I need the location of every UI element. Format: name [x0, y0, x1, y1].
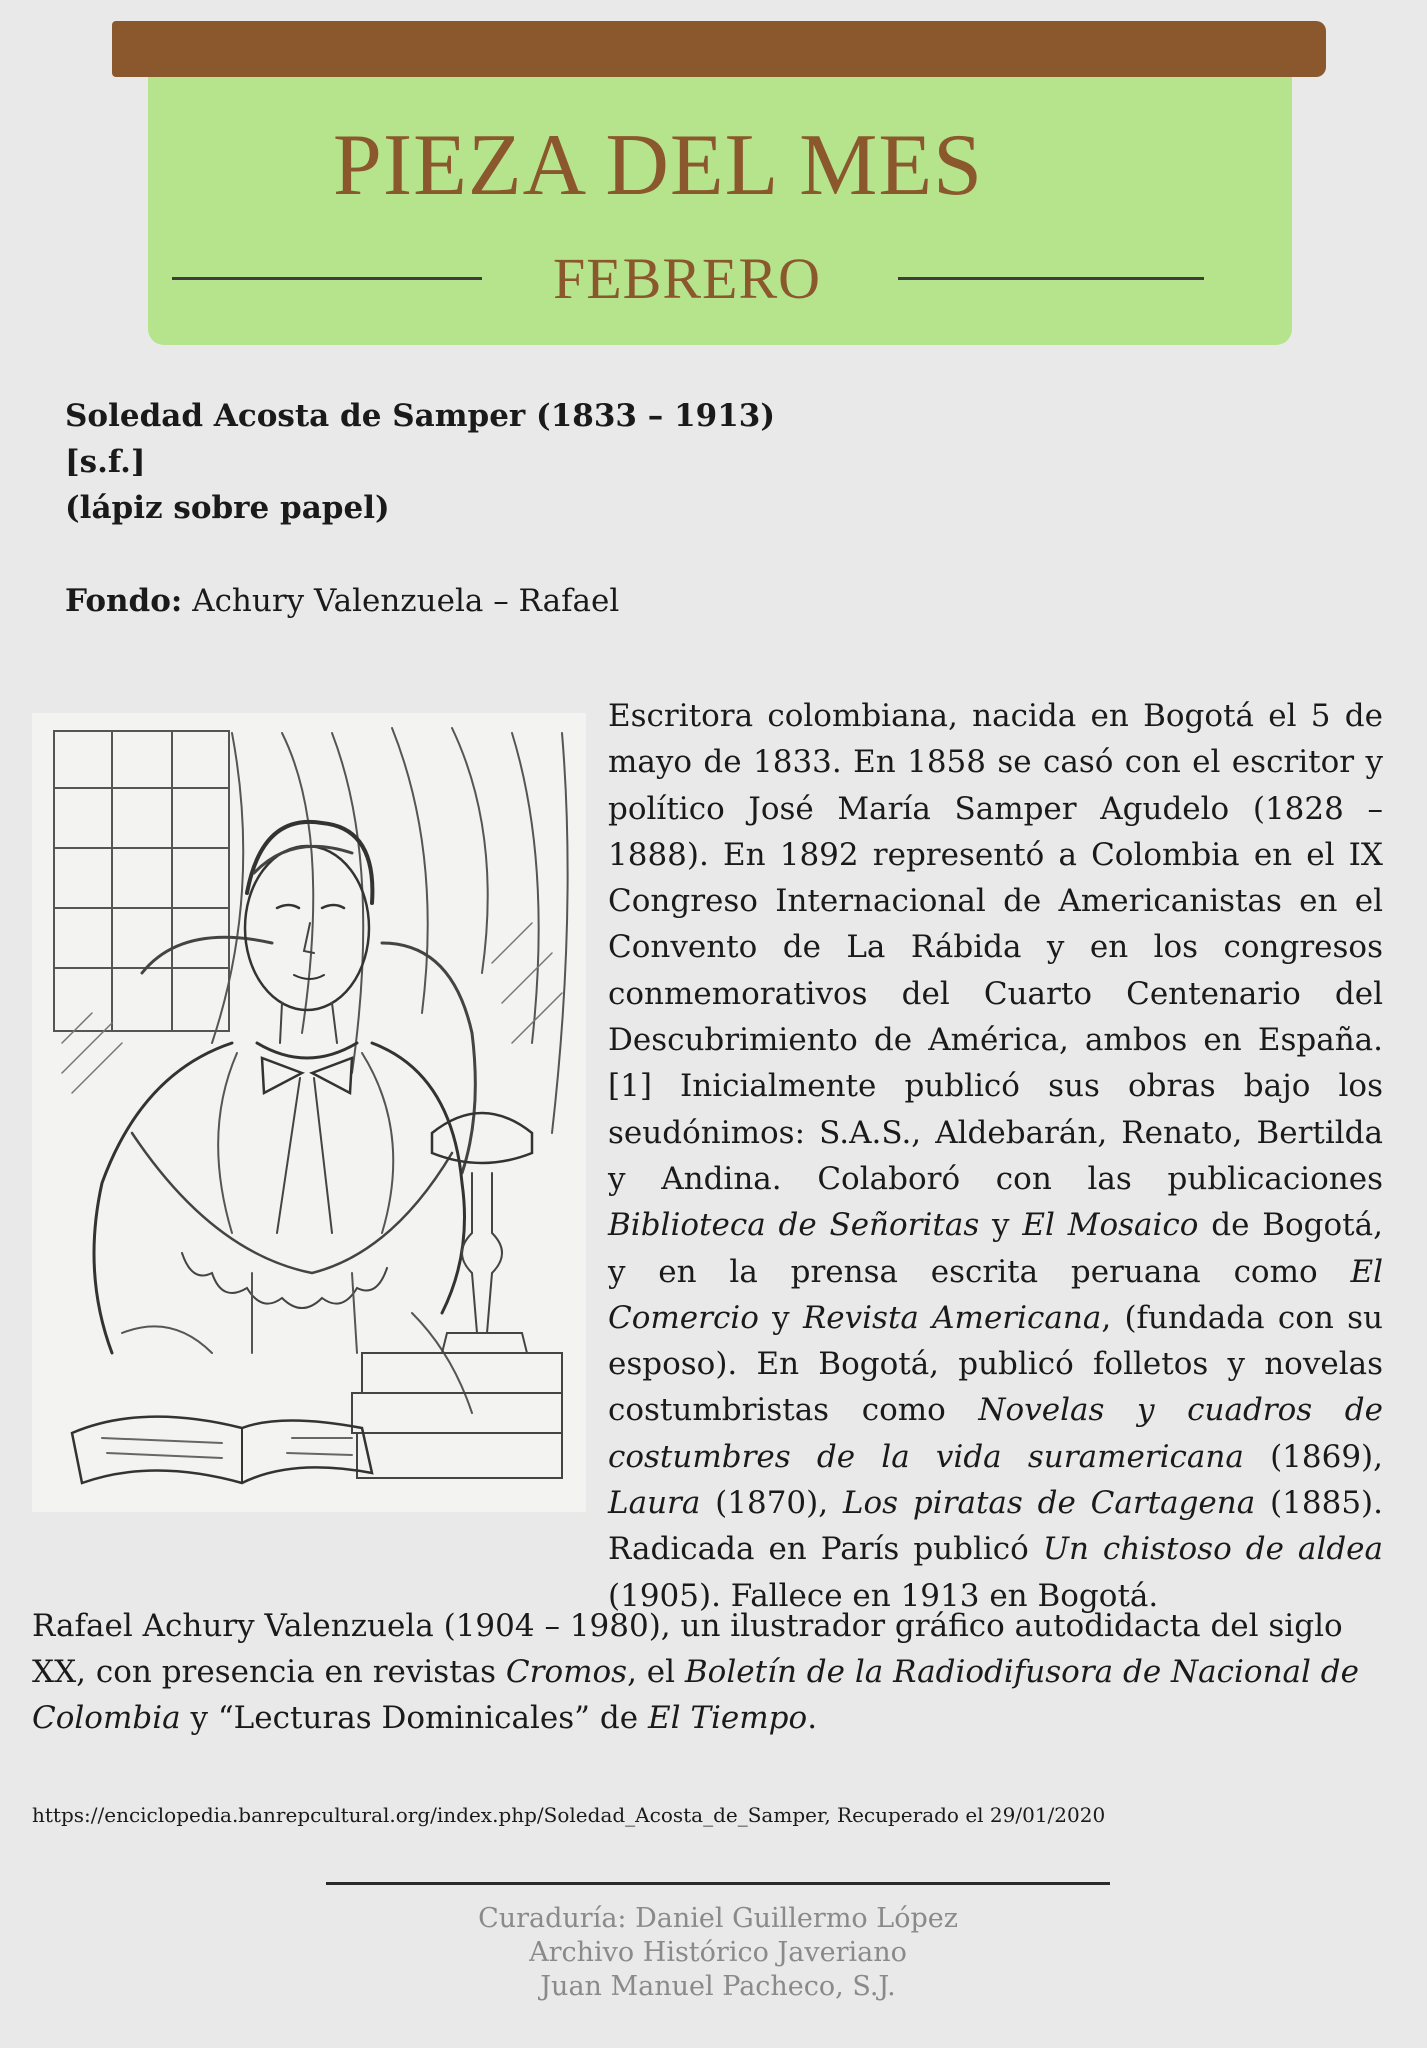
bio-italic-6: Laura [608, 1485, 701, 1522]
piece-title: Soledad Acosta de Samper (1833 – 1913) [65, 398, 776, 434]
illustrator-note [32, 1603, 1402, 1741]
credits [326, 1902, 1110, 2004]
bio-text-1: Escritora colombiana, nacida en Bogotá el 5 de mayo de 1833. En 1858 se casó con el escritor y político José María Samper Agudelo (1828 – 1888). En 1892 representó a Colombia en el IX Congreso Internacional de Americanistas en el Convento de La Rábida y en los congresos conmemorativos del Cuarto Centenario del Descubrimiento de América, ambos en España.[1] Inicialmente publicó sus obras bajo los seudónimos: S.A.S., Aldebarán, Renato, Bertilda y Andina. Colaboró con las publicaciones [608, 698, 1383, 1197]
header-rule-right [898, 277, 1204, 280]
bio-text-8: (1885). Radicada en París publicó [608, 1485, 1383, 1568]
note-text-2: , el [627, 1654, 685, 1690]
bio-italic-5: Novelas y cuadros de costumbres de la vida suramericana [608, 1392, 1383, 1475]
bio-text-7: (1870), [700, 1485, 843, 1522]
note-text-1: Rafael Achury Valenzuela (1904 – 1980), un ilustrador gráfico autodidacta del siglo XX, con presencia en revistas [32, 1608, 1343, 1690]
header-top-bar [112, 21, 1326, 77]
bio-text-5: , (fundada con su esposo). En Bogotá, publicó folletos y novelas costumbristas como [608, 1299, 1383, 1429]
illustrator-paragraph [32, 1603, 1402, 1741]
pencil-portrait-illustration [32, 713, 586, 1512]
source-citation: https://enciclopedia.banrepcultural.org/index.php/Soledad_Acosta_de_Samper, Recuperado el 29/01/2020 [32, 1803, 1106, 1827]
biography-text [608, 693, 1383, 1619]
credit-collection: Juan Manuel Pacheco, S.J. [540, 1971, 896, 2002]
piece-date: [s.f.] [65, 444, 146, 480]
bio-italic-8: Un chistoso de aldea [1042, 1531, 1383, 1568]
bio-text-4: y [758, 1299, 803, 1336]
bio-text-9: (1905). Fallece en 1913 en Bogotá. [608, 1577, 1159, 1614]
piece-medium: (lápiz sobre papel) [65, 490, 390, 526]
fondo-label: Fondo: [65, 583, 183, 619]
bio-italic-1: Biblioteca de Señoritas [608, 1207, 980, 1244]
bio-italic-2: El Mosaico [1022, 1207, 1199, 1244]
note-italic-1: Cromos [505, 1654, 628, 1690]
note-italic-2: Boletín de la Radiodifusora de Nacional de Colombia [32, 1654, 1359, 1736]
fondo-value: Achury Valenzuela – Rafael [192, 583, 620, 619]
bio-italic-3: El Comercio [608, 1253, 1383, 1336]
month-label: FEBRERO [552, 246, 822, 311]
piece-metadata [65, 393, 965, 624]
bio-text-2: y [979, 1207, 1023, 1244]
note-italic-3: El Tiempo [647, 1700, 808, 1736]
bio-text-3: de Bogotá, y en la prensa escrita peruana como [608, 1207, 1383, 1290]
fondo-line [65, 578, 965, 624]
header-panel [148, 77, 1292, 345]
bio-text-6: (1869), [1243, 1438, 1383, 1475]
portrait-drawing [32, 713, 586, 1512]
note-text-3: y “Lecturas Dominicales” de [180, 1700, 648, 1736]
bio-italic-4: Revista Americana [802, 1299, 1102, 1336]
page-title: PIEZA DEL MES [332, 117, 984, 214]
bio-italic-7: Los piratas de Cartagena [842, 1485, 1256, 1522]
note-text-4: . [807, 1700, 818, 1736]
credit-curator: Curaduría: Daniel Guillermo López [478, 1903, 958, 1934]
biography-paragraph [608, 693, 1383, 1619]
credit-archive: Archivo Histórico Javeriano [529, 1937, 907, 1968]
footer-rule [326, 1882, 1110, 1885]
